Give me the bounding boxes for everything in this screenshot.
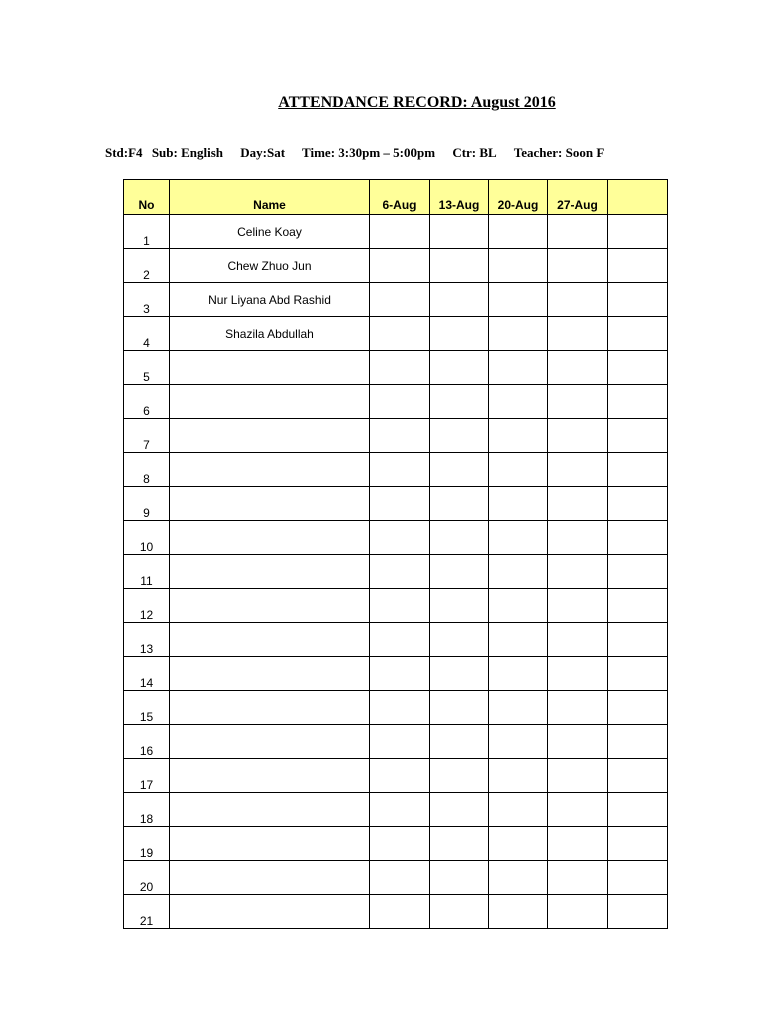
attendance-cell <box>608 861 668 895</box>
table-row <box>124 691 668 725</box>
attendance-cell <box>370 657 430 691</box>
attendance-cell <box>608 283 668 317</box>
attendance-cell <box>430 487 489 521</box>
table-row <box>124 657 668 691</box>
table-row <box>124 895 668 929</box>
attendance-cell <box>608 317 668 351</box>
attendance-cell <box>608 827 668 861</box>
meta-teacher: Teacher: Soon F <box>513 145 605 160</box>
header-name: Name <box>170 180 370 215</box>
student-name <box>170 657 370 691</box>
attendance-cell <box>370 623 430 657</box>
attendance-cell <box>370 521 430 555</box>
attendance-cell <box>370 589 430 623</box>
attendance-cell <box>370 419 430 453</box>
attendance-cell <box>489 895 548 929</box>
attendance-cell <box>608 691 668 725</box>
attendance-cell <box>489 861 548 895</box>
student-name <box>170 623 370 657</box>
row-number: 6 <box>124 385 170 419</box>
attendance-cell <box>548 623 608 657</box>
attendance-cell <box>370 283 430 317</box>
table-row <box>124 861 668 895</box>
attendance-cell <box>489 317 548 351</box>
table-row <box>124 555 668 589</box>
student-name <box>170 487 370 521</box>
attendance-cell <box>548 759 608 793</box>
attendance-cell <box>430 385 489 419</box>
row-number: 5 <box>124 351 170 385</box>
row-number: 7 <box>124 419 170 453</box>
attendance-cell <box>430 827 489 861</box>
attendance-cell <box>608 793 668 827</box>
header-date-1: 6-Aug <box>370 180 430 215</box>
attendance-cell <box>608 759 668 793</box>
student-name <box>170 385 370 419</box>
row-number: 10 <box>124 521 170 555</box>
student-name: Shazila Abdullah <box>170 317 370 351</box>
attendance-cell <box>608 657 668 691</box>
attendance-cell <box>548 487 608 521</box>
attendance-cell <box>548 725 608 759</box>
attendance-cell <box>430 861 489 895</box>
attendance-cell <box>548 453 608 487</box>
attendance-cell <box>548 215 608 249</box>
attendance-cell <box>608 385 668 419</box>
attendance-cell <box>548 385 608 419</box>
attendance-cell <box>370 827 430 861</box>
table-row <box>124 385 668 419</box>
student-name <box>170 691 370 725</box>
header-no: No <box>124 180 170 215</box>
row-number: 14 <box>124 657 170 691</box>
attendance-cell <box>489 283 548 317</box>
attendance-cell <box>608 521 668 555</box>
attendance-cell <box>548 895 608 929</box>
row-number: 9 <box>124 487 170 521</box>
attendance-cell <box>608 725 668 759</box>
attendance-cell <box>430 521 489 555</box>
attendance-cell <box>370 895 430 929</box>
attendance-cell <box>608 623 668 657</box>
attendance-cell <box>608 487 668 521</box>
attendance-cell <box>370 759 430 793</box>
attendance-cell <box>548 317 608 351</box>
row-number: 13 <box>124 623 170 657</box>
table-row <box>124 793 668 827</box>
attendance-cell <box>430 691 489 725</box>
row-number: 15 <box>124 691 170 725</box>
attendance-cell <box>489 793 548 827</box>
header-row <box>124 180 668 215</box>
row-number: 4 <box>124 317 170 351</box>
attendance-cell <box>370 351 430 385</box>
attendance-cell <box>548 793 608 827</box>
student-name <box>170 827 370 861</box>
table-header <box>124 180 668 215</box>
table-row <box>124 453 668 487</box>
meta-day: Day:Sat <box>240 145 286 160</box>
table-row <box>124 283 668 317</box>
table-row <box>124 827 668 861</box>
table-body <box>124 215 668 929</box>
attendance-cell <box>548 691 608 725</box>
attendance-cell <box>370 691 430 725</box>
attendance-cell <box>430 759 489 793</box>
table-row <box>124 589 668 623</box>
attendance-cell <box>489 725 548 759</box>
table-row <box>124 623 668 657</box>
attendance-cell <box>489 351 548 385</box>
row-number: 8 <box>124 453 170 487</box>
attendance-cell <box>548 589 608 623</box>
table-row <box>124 351 668 385</box>
header-date-4: 27-Aug <box>548 180 608 215</box>
attendance-cell <box>489 385 548 419</box>
student-name: Celine Koay <box>170 215 370 249</box>
attendance-cell <box>548 657 608 691</box>
attendance-cell <box>430 725 489 759</box>
attendance-cell <box>370 385 430 419</box>
table-row <box>124 487 668 521</box>
attendance-cell <box>548 827 608 861</box>
attendance-cell <box>370 215 430 249</box>
attendance-cell <box>489 215 548 249</box>
attendance-cell <box>608 249 668 283</box>
row-number: 2 <box>124 249 170 283</box>
attendance-cell <box>608 351 668 385</box>
row-number: 12 <box>124 589 170 623</box>
attendance-cell <box>548 555 608 589</box>
row-number: 11 <box>124 555 170 589</box>
record-meta <box>105 143 668 163</box>
table-row <box>124 249 668 283</box>
student-name <box>170 589 370 623</box>
student-name <box>170 759 370 793</box>
student-name <box>170 521 370 555</box>
student-name <box>170 555 370 589</box>
student-name <box>170 351 370 385</box>
row-number: 20 <box>124 861 170 895</box>
attendance-cell <box>489 827 548 861</box>
attendance-cell <box>370 793 430 827</box>
table-row <box>124 419 668 453</box>
student-name: Nur Liyana Abd Rashid <box>170 283 370 317</box>
row-number: 19 <box>124 827 170 861</box>
attendance-cell <box>548 861 608 895</box>
row-number: 17 <box>124 759 170 793</box>
attendance-cell <box>430 283 489 317</box>
attendance-cell <box>430 589 489 623</box>
attendance-cell <box>370 861 430 895</box>
attendance-cell <box>489 623 548 657</box>
row-number: 3 <box>124 283 170 317</box>
table-row <box>124 317 668 351</box>
attendance-cell <box>370 555 430 589</box>
attendance-cell <box>370 453 430 487</box>
row-number: 1 <box>124 215 170 249</box>
attendance-cell <box>430 215 489 249</box>
student-name: Chew Zhuo Jun <box>170 249 370 283</box>
student-name <box>170 453 370 487</box>
row-number: 18 <box>124 793 170 827</box>
attendance-cell <box>608 555 668 589</box>
attendance-cell <box>430 351 489 385</box>
attendance-cell <box>430 419 489 453</box>
student-name <box>170 419 370 453</box>
attendance-cell <box>489 521 548 555</box>
attendance-cell <box>548 351 608 385</box>
header-date-5 <box>608 180 668 215</box>
attendance-cell <box>430 623 489 657</box>
attendance-cell <box>489 657 548 691</box>
attendance-cell <box>608 589 668 623</box>
table-row <box>124 725 668 759</box>
attendance-cell <box>430 555 489 589</box>
attendance-cell <box>370 317 430 351</box>
attendance-table <box>123 179 668 929</box>
header-date-3: 20-Aug <box>489 180 548 215</box>
row-number: 16 <box>124 725 170 759</box>
attendance-cell <box>489 589 548 623</box>
page-title: ATTENDANCE RECORD: August 2016 <box>278 94 556 111</box>
attendance-cell <box>608 895 668 929</box>
attendance-cell <box>548 283 608 317</box>
header-date-2: 13-Aug <box>430 180 489 215</box>
attendance-cell <box>370 249 430 283</box>
meta-time: Time: 3:30pm – 5:00pm <box>302 145 436 160</box>
attendance-cell <box>430 793 489 827</box>
student-name <box>170 725 370 759</box>
attendance-cell <box>489 419 548 453</box>
attendance-cell <box>489 249 548 283</box>
attendance-cell <box>489 453 548 487</box>
attendance-cell <box>489 487 548 521</box>
attendance-cell <box>489 691 548 725</box>
attendance-cell <box>608 419 668 453</box>
attendance-cell <box>608 215 668 249</box>
attendance-cell <box>608 453 668 487</box>
attendance-cell <box>430 895 489 929</box>
meta-std: Std:F4 <box>105 145 143 160</box>
table-row <box>124 759 668 793</box>
attendance-cell <box>489 759 548 793</box>
attendance-cell <box>489 555 548 589</box>
meta-centre: Ctr: BL <box>452 145 497 160</box>
attendance-cell <box>548 249 608 283</box>
attendance-cell <box>430 657 489 691</box>
attendance-cell <box>548 521 608 555</box>
attendance-cell <box>370 725 430 759</box>
attendance-cell <box>430 317 489 351</box>
attendance-cell <box>430 453 489 487</box>
table-row <box>124 215 668 249</box>
row-number: 21 <box>124 895 170 929</box>
table-row <box>124 521 668 555</box>
attendance-cell <box>430 249 489 283</box>
student-name <box>170 793 370 827</box>
attendance-cell <box>370 487 430 521</box>
meta-subject: Sub: English <box>151 145 223 160</box>
student-name <box>170 861 370 895</box>
student-name <box>170 895 370 929</box>
attendance-cell <box>548 419 608 453</box>
